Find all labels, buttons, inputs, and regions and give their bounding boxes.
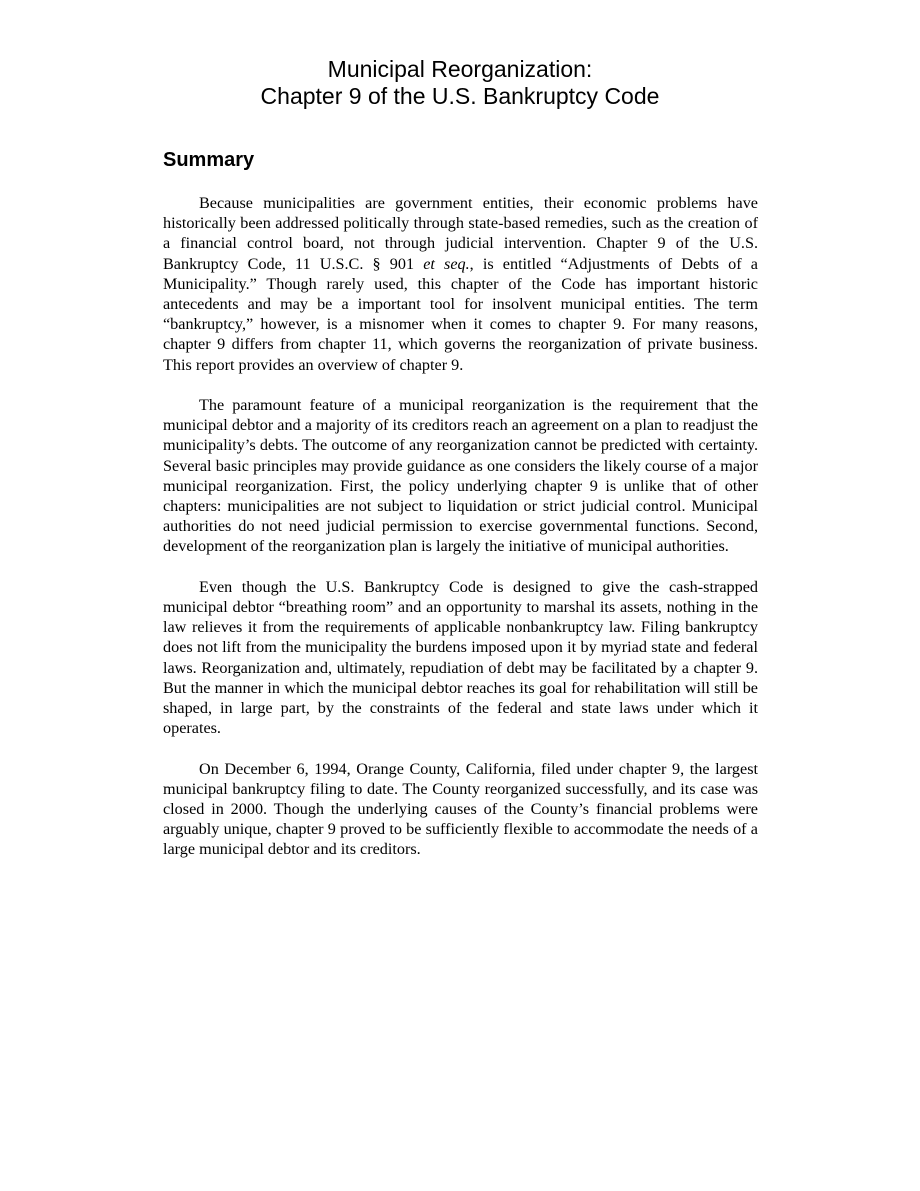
paragraph-1-text-a: Because municipalities are government entities, their economic problems have historically been addressed politically through state-based remedies, such as the creation of a financial control board, not through judicial intervention. Chapter 9 of the U.S. Bankruptcy Code, 11 U.S.C. § 901 <box>163 194 758 273</box>
title-line-1: Municipal Reorganization: <box>327 56 593 82</box>
summary-body <box>163 193 758 860</box>
summary-paragraph-4: On December 6, 1994, Orange County, California, filed under chapter 9, the largest municipal bankruptcy filing to date. The County reorganized successfully, and its case was closed in 2000. Though the underlying causes of the County’s financial problems were arguably unique, chapter 9 proved to be sufficiently flexible to accommodate the needs of a large municipal debtor and its creditors. <box>163 759 758 859</box>
summary-paragraph-1 <box>163 193 758 375</box>
paragraph-1-text-b: , is entitled “Adjustments of Debts of a Municipality.” Though rarely used, this chapter of the Code has important historic antecedents and may be a important tool for insolvent municipal entities. The term “bankruptcy,” however, is a misnomer when it comes to chapter 9. For many reasons, chapter 9 differs from chapter 11, which governs the reorganization of private business. This report provides an overview of chapter 9. <box>163 254 758 374</box>
paragraph-1-italic-citation: et seq. <box>423 254 470 273</box>
summary-paragraph-3: Even though the U.S. Bankruptcy Code is designed to give the cash-strapped municipal debtor “breathing room” and an opportunity to marshal its assets, nothing in the law relieves it from the requirements of applicable nonbankruptcy law. Filing bankruptcy does not lift from the municipality the burdens imposed upon it by myriad state and federal laws. Reorganization and, ultimately, repudiation of debt may be facilitated by a chapter 9. But the manner in which the municipal debtor reaches its goal for rehabilitation will still be shaped, in large part, by the constraints of the federal and state laws under which it operates. <box>163 577 758 738</box>
summary-paragraph-2: The paramount feature of a municipal reorganization is the requirement that the municipal debtor and a majority of its creditors reach an agreement on a plan to readjust the municipality’s debts. The outcome of any reorganization cannot be predicted with certainty. Several basic principles may provide guidance as one considers the likely course of a major municipal reorganization. First, the policy underlying chapter 9 is unlike that of other chapters: municipalities are not subject to liquidation or strict judicial control. Municipal authorities do not need judicial permission to exercise governmental functions. Second, development of the reorganization plan is largely the initiative of municipal authorities. <box>163 396 758 556</box>
section-heading-summary: Summary <box>163 149 255 171</box>
title-line-2: Chapter 9 of the U.S. Bankruptcy Code <box>260 83 660 109</box>
document-title <box>0 56 920 110</box>
